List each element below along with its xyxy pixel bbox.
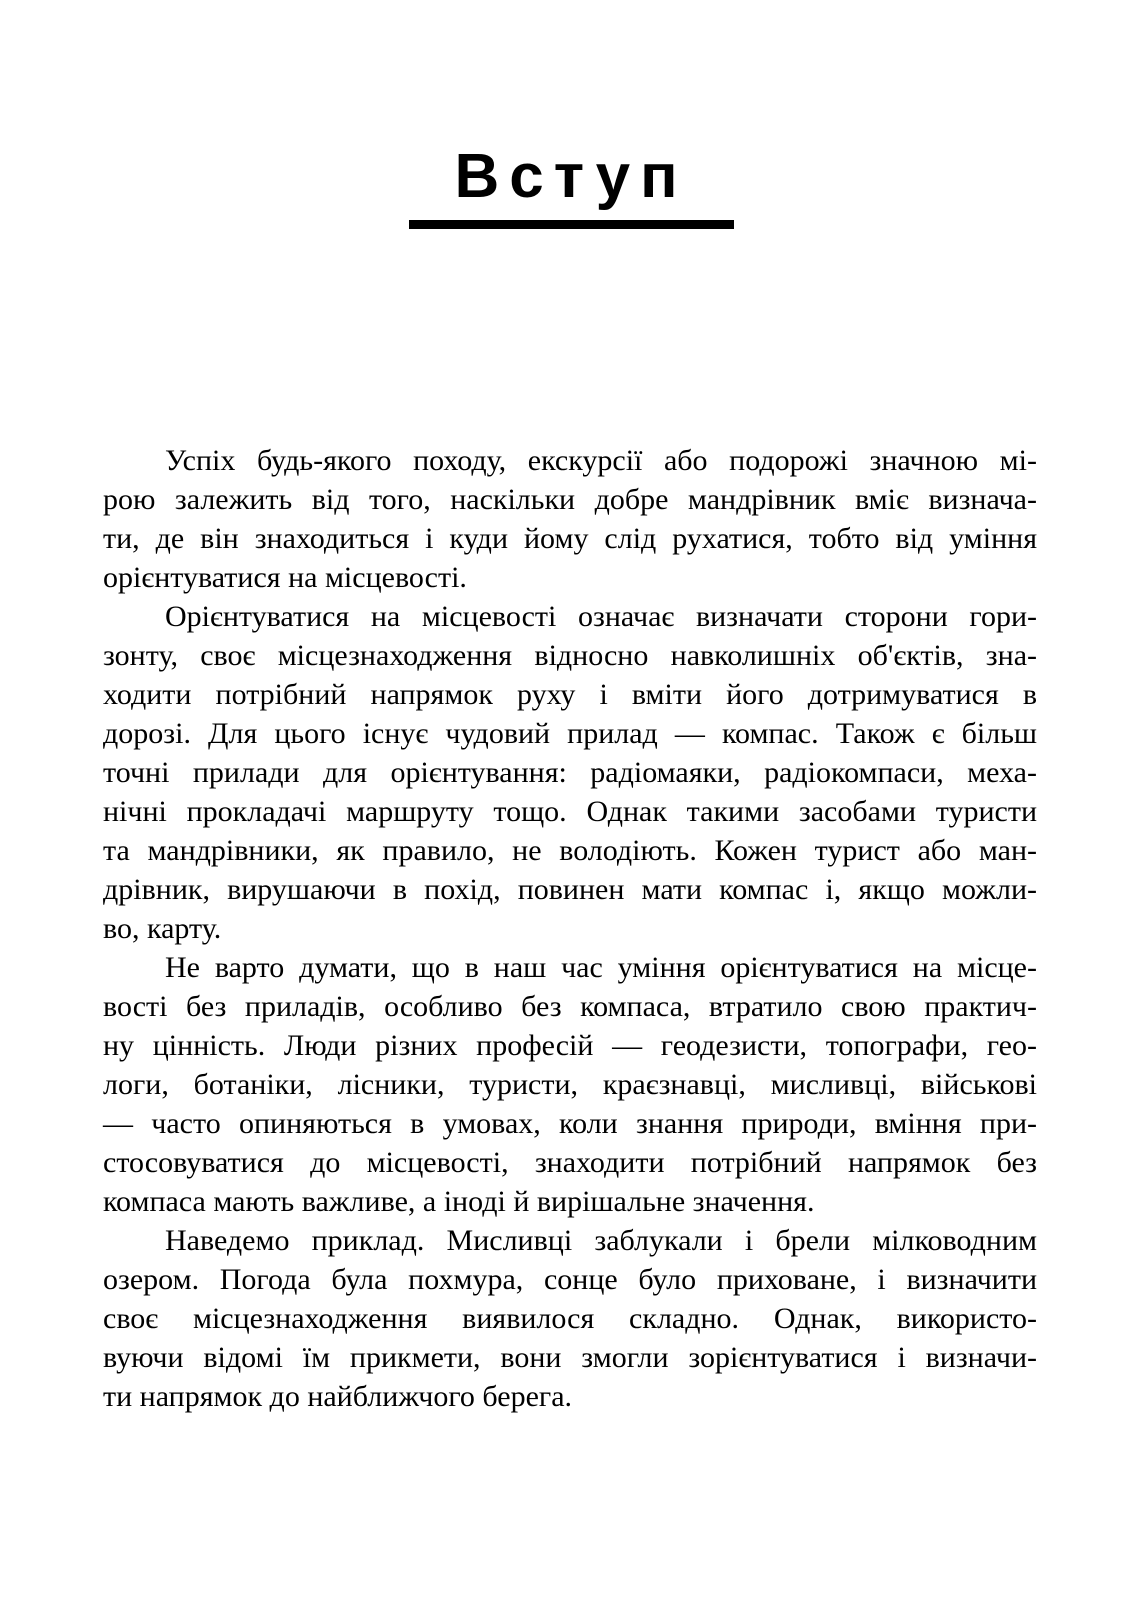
title-underline bbox=[409, 220, 734, 229]
text-line: озером. Погода була похмура, сонце було приховане, і визначити bbox=[103, 1263, 1037, 1296]
text-line: ти напрямок до найближчого берега. bbox=[103, 1380, 573, 1413]
paragraph-2 bbox=[103, 597, 1037, 948]
title-block bbox=[0, 0, 1142, 229]
paragraph-3 bbox=[103, 948, 1037, 1221]
paragraph-1 bbox=[103, 441, 1037, 597]
text-line: во, карту. bbox=[103, 912, 222, 945]
text-line: ходити потрібний напрямок руху і вміти його дотримуватися в bbox=[103, 678, 1037, 711]
text-line: вості без приладів, особливо без компаса, втратило свою практич- bbox=[103, 990, 1037, 1023]
page-title: Вступ bbox=[454, 142, 688, 211]
body-text bbox=[0, 441, 1142, 1416]
text-line: дрівник, вирушаючи в похід, повинен мати компас і, якщо можли- bbox=[103, 873, 1037, 906]
text-line: своє місцезнаходження виявилося складно. Однак, використо- bbox=[103, 1302, 1037, 1335]
text-line: точні прилади для орієнтування: радіомаяки, радіокомпаси, меха- bbox=[103, 756, 1037, 789]
text-line: Не варто думати, що в наш час уміння орієнтуватися на місце- bbox=[165, 951, 1037, 984]
text-line: логи, ботаніки, лісники, туристи, краєзнавці, мисливці, військові bbox=[103, 1068, 1037, 1101]
text-line: Орієнтуватися на місцевості означає визначати сторони гори- bbox=[165, 600, 1037, 633]
text-line: — часто опиняються в умовах, коли знання природи, вміння при- bbox=[103, 1107, 1037, 1140]
text-line: ну цінність. Люди різних професій — геодезисти, топографи, гео- bbox=[103, 1029, 1037, 1062]
text-line: нічні прокладачі маршруту тощо. Однак такими засобами туристи bbox=[103, 795, 1037, 828]
text-line: Успіх будь-якого походу, екскурсії або подорожі значною мі- bbox=[165, 444, 1037, 477]
text-line: вуючи відомі їм прикмети, вони змогли зорієнтуватися і визначи- bbox=[103, 1341, 1037, 1374]
text-line: компаса мають важливе, а іноді й вирішальне значення. bbox=[103, 1185, 815, 1218]
text-line: стосовуватися до місцевості, знаходити потрібний напрямок без bbox=[103, 1146, 1037, 1179]
text-line: рою залежить від того, наскільки добре мандрівник вміє визнача- bbox=[103, 483, 1037, 516]
text-line: та мандрівники, як правило, не володіють. Кожен турист або ман- bbox=[103, 834, 1037, 867]
paragraph-4 bbox=[103, 1221, 1037, 1416]
text-line: дорозі. Для цього існує чудовий прилад — компас. Також є більш bbox=[103, 717, 1037, 750]
text-line: орієнтуватися на місцевості. bbox=[103, 561, 467, 594]
text-line: Наведемо приклад. Мисливці заблукали і брели мілководним bbox=[165, 1224, 1037, 1257]
text-line: зонту, своє місцезнаходження відносно навколишніх об'єктів, зна- bbox=[103, 639, 1037, 672]
text-line: ти, де він знаходиться і куди йому слід рухатися, тобто від уміння bbox=[103, 522, 1037, 555]
